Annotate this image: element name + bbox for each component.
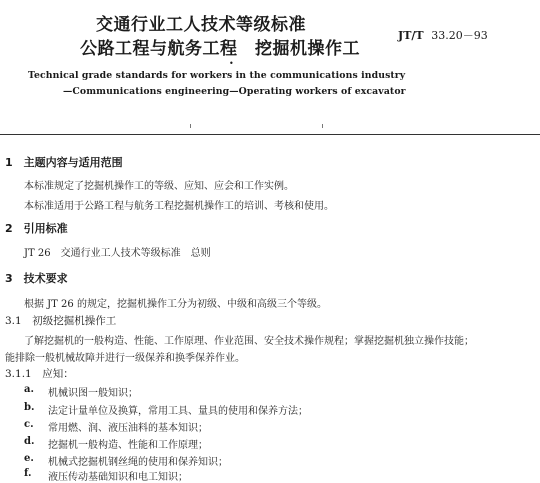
section-3-heading: 3 技术要求 <box>5 272 68 285</box>
english-title-line-1: Technical grade standards for workers in the communications industry <box>28 70 406 81</box>
list-item-text: 常用燃、润、液压油料的基本知识； <box>48 423 208 434</box>
header-divider <box>0 134 540 135</box>
section-3-1-paragraph-line-2: 能排除一般机械故障并进行一级保养和换季保养作业。 <box>5 353 245 364</box>
list-item-text: 挖掘机一般构造、性能和工作原理； <box>48 440 208 451</box>
list-item-text: 机械式挖掘机钢丝绳的使用和保养知识； <box>48 457 228 468</box>
section-3-1-heading: 3.1 初级挖掘机操作工 <box>5 315 117 327</box>
section-3-1-1-heading: 3.1.1 应知： <box>5 368 74 380</box>
bullet-dot: • <box>229 59 234 68</box>
rule-tick-mark <box>322 124 323 128</box>
list-item-text: 机械识图一般知识； <box>48 388 138 399</box>
list-item-text: 液压传动基础知识和电工知识； <box>48 472 188 483</box>
section-1-heading: 1 主题内容与适用范围 <box>5 156 123 169</box>
section-2-heading: 2 引用标准 <box>5 222 68 235</box>
document-title-line-2: 公路工程与航务工程 挖掘机操作工 <box>80 39 360 59</box>
standard-code <box>398 27 488 43</box>
section-1-paragraph-1: 本标准规定了挖掘机操作工的等级、应知、应会和工作实例。 <box>24 181 294 192</box>
standard-code-number: 33.20－93 <box>431 29 488 42</box>
list-item-letter: a. <box>24 384 34 395</box>
section-3-paragraph: 根据 JT 26 的规定，挖掘机操作工分为初级、中级和高级三个等级。 <box>24 299 327 310</box>
section-3-1-paragraph-line-1: 了解挖掘机的一般构造、性能、工作原理、作业范围、安全技术操作规程；掌握挖掘机独立操作技能； <box>24 336 474 347</box>
section-1-paragraph-2: 本标准适用于公路工程与航务工程挖掘机操作工的培训、考核和使用。 <box>24 201 334 212</box>
list-item-letter: b. <box>24 402 35 413</box>
list-item-letter: c. <box>24 419 34 430</box>
document-title-line-1: 交通行业工人技术等级标准 <box>96 15 306 35</box>
list-item-letter: d. <box>24 436 35 447</box>
standard-code-prefix: JT/T <box>398 29 424 42</box>
list-item-letter: e. <box>24 453 34 464</box>
list-item-letter: f. <box>24 468 32 479</box>
english-title-line-2: —Communications engineering—Operating workers of excavator <box>63 86 406 97</box>
section-2-reference: JT 26 交通行业工人技术等级标准 总则 <box>24 248 211 259</box>
rule-tick-mark <box>190 124 191 128</box>
list-item-text: 法定计量单位及换算，常用工具、量具的使用和保养方法； <box>48 406 308 417</box>
